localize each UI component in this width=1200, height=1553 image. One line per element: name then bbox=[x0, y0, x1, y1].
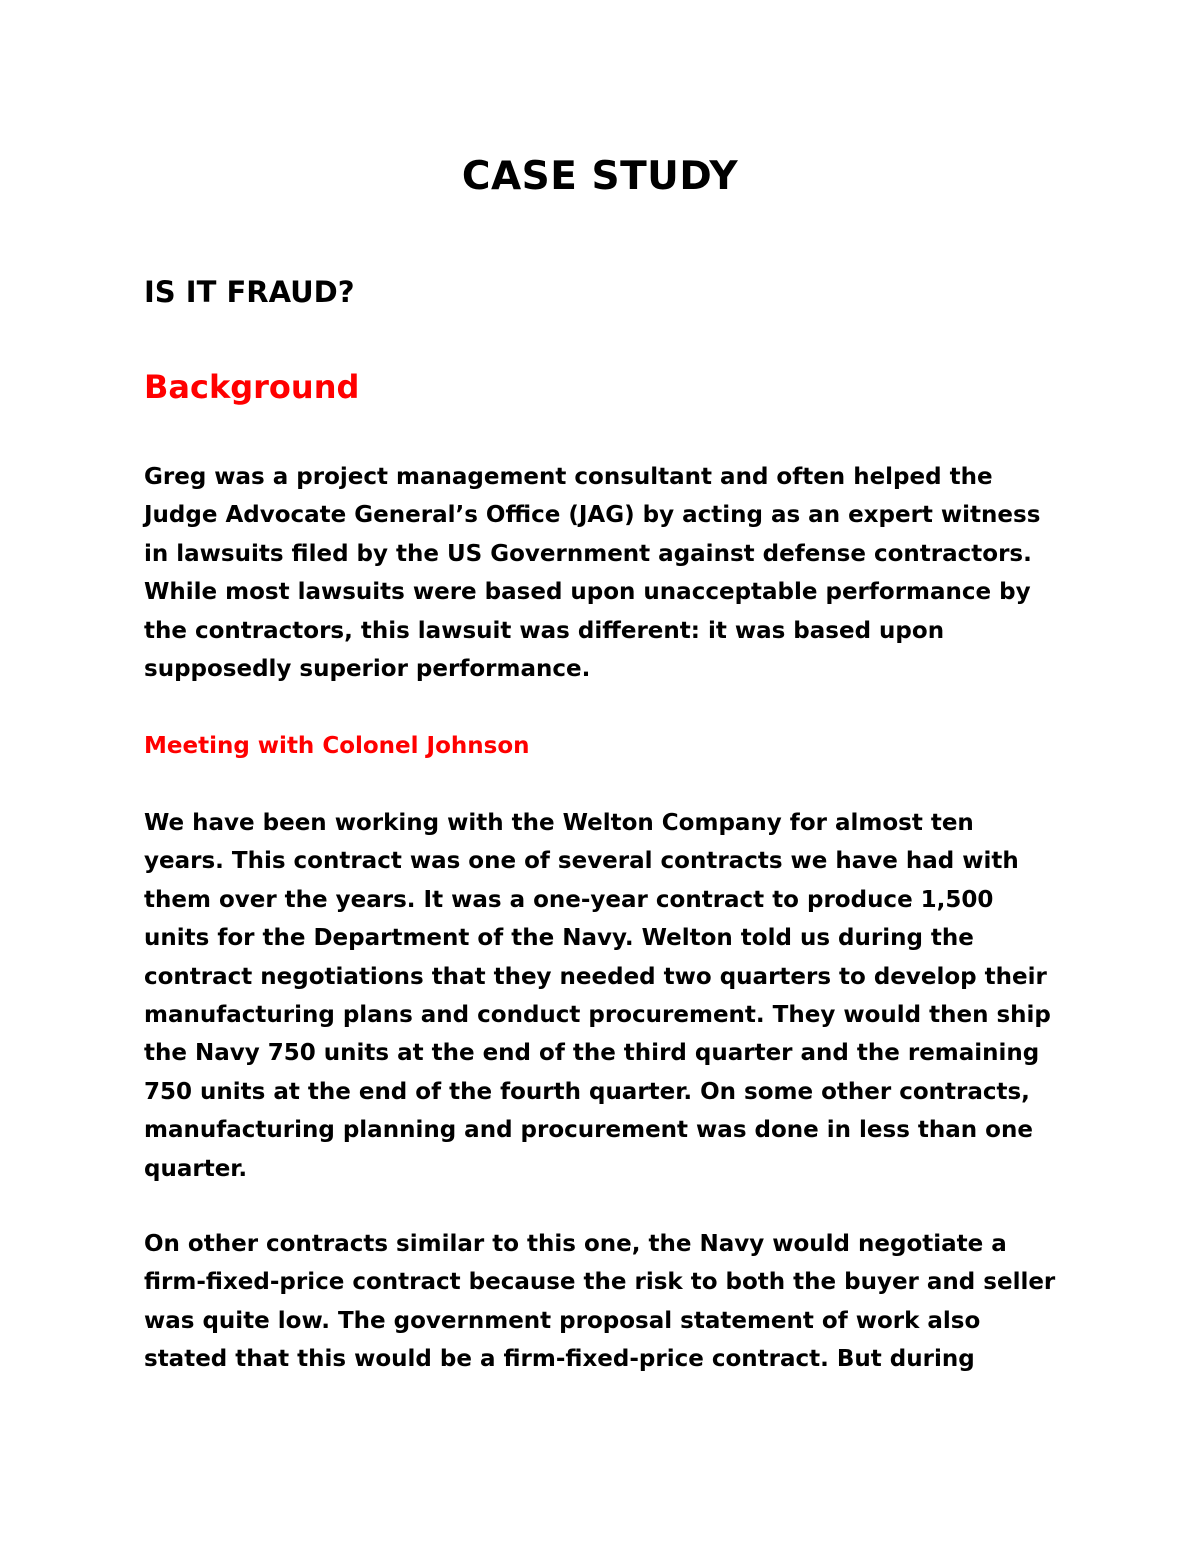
paragraph-line: the contractors, this lawsuit was different: it was based upon bbox=[144, 617, 945, 644]
paragraph-line: While most lawsuits were based upon unacceptable performance by bbox=[144, 579, 1031, 606]
paragraph-line: years. This contract was one of several contracts we have had with bbox=[144, 848, 1019, 875]
paragraph-line: 750 units at the end of the fourth quarter. On some other contracts, bbox=[144, 1078, 1030, 1105]
paragraph-line: units for the Department of the Navy. Welton told us during the bbox=[144, 925, 974, 952]
document-subtitle: IS IT FRAUD? bbox=[144, 275, 355, 309]
paragraph-line: Greg was a project management consultant and often helped the bbox=[144, 464, 993, 490]
paragraph-line: stated that this would be a firm-fixed-price contract. But during bbox=[144, 1346, 975, 1373]
paragraph-line: quarter. bbox=[144, 1155, 248, 1182]
paragraph-line: was quite low. The government proposal statement of work also bbox=[144, 1307, 981, 1334]
paragraph-line: On other contracts similar to this one, the Navy would negotiate a bbox=[144, 1231, 1007, 1257]
paragraph-line: them over the years. It was a one-year contract to produce 1,500 bbox=[144, 886, 994, 913]
paragraph-contracts bbox=[144, 1225, 1104, 1379]
paragraph-line: Judge Advocate General’s Office (JAG) by acting as an expert witness bbox=[144, 502, 1041, 529]
paragraph-line: in lawsuits filed by the US Government against defense contractors. bbox=[144, 540, 1032, 567]
paragraph-line: manufacturing plans and conduct procurement. They would then ship bbox=[144, 1002, 1051, 1029]
paragraph-line: the Navy 750 units at the end of the third quarter and the remaining bbox=[144, 1040, 1040, 1067]
paragraph-line: We have been working with the Welton Company for almost ten bbox=[144, 810, 974, 836]
paragraph-background bbox=[144, 458, 1104, 688]
paragraph-line: firm-fixed-price contract because the risk to both the buyer and seller bbox=[144, 1269, 1056, 1296]
section-heading-meeting: Meeting with Colonel Johnson bbox=[144, 733, 530, 759]
document-title: CASE STUDY bbox=[461, 154, 739, 199]
section-heading-background: Background bbox=[144, 368, 360, 406]
paragraph-line: supposedly superior performance. bbox=[144, 656, 591, 683]
paragraph-line: contract negotiations that they needed two quarters to develop their bbox=[144, 963, 1047, 990]
paragraph-meeting bbox=[144, 804, 1104, 1188]
paragraph-line: manufacturing planning and procurement was done in less than one bbox=[144, 1117, 1033, 1144]
